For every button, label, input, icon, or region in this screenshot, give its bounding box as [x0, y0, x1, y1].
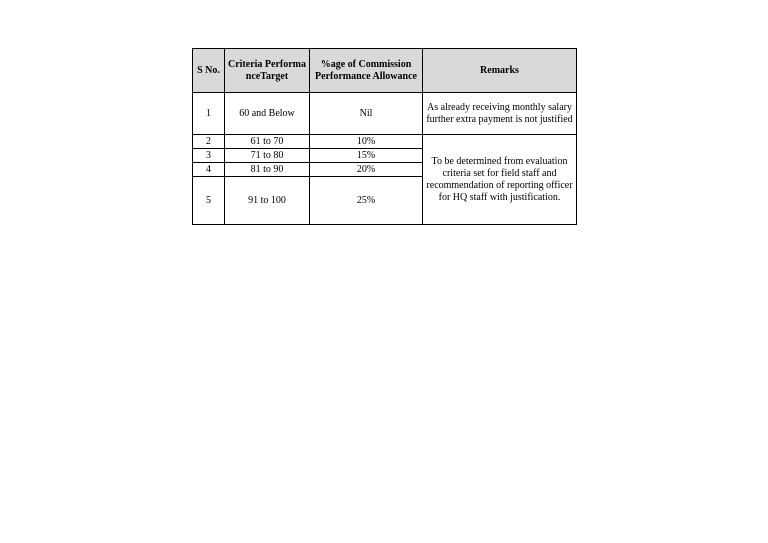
cell-criteria: 60 and Below: [225, 93, 310, 135]
header-remarks: Remarks: [423, 49, 577, 93]
cell-sno: 4: [193, 163, 225, 177]
cell-merged-remarks: To be determined from evaluation criteria set for field staff and recommendation of reporting officer for HQ staff with justification.: [423, 135, 577, 225]
cell-sno: 5: [193, 177, 225, 225]
table-row: [193, 93, 577, 135]
cell-allowance: 15%: [310, 149, 423, 163]
cell-allowance: 20%: [310, 163, 423, 177]
cell-allowance: 10%: [310, 135, 423, 149]
cell-criteria: 81 to 90: [225, 163, 310, 177]
header-criteria: Criteria PerformanceTarget: [225, 49, 310, 93]
cell-criteria: 71 to 80: [225, 149, 310, 163]
header-allowance: %age of Commission Performance Allowance: [310, 49, 423, 93]
cell-allowance: 25%: [310, 177, 423, 225]
cell-remarks: As already receiving monthly salary further extra payment is not justified: [423, 93, 577, 135]
commission-allowance-table: [192, 48, 577, 225]
cell-sno: 3: [193, 149, 225, 163]
cell-allowance: Nil: [310, 93, 423, 135]
cell-sno: 1: [193, 93, 225, 135]
table-row: [193, 135, 577, 149]
header-sno: S No.: [193, 49, 225, 93]
cell-criteria: 91 to 100: [225, 177, 310, 225]
table-header-row: [193, 49, 577, 93]
cell-criteria: 61 to 70: [225, 135, 310, 149]
cell-sno: 2: [193, 135, 225, 149]
